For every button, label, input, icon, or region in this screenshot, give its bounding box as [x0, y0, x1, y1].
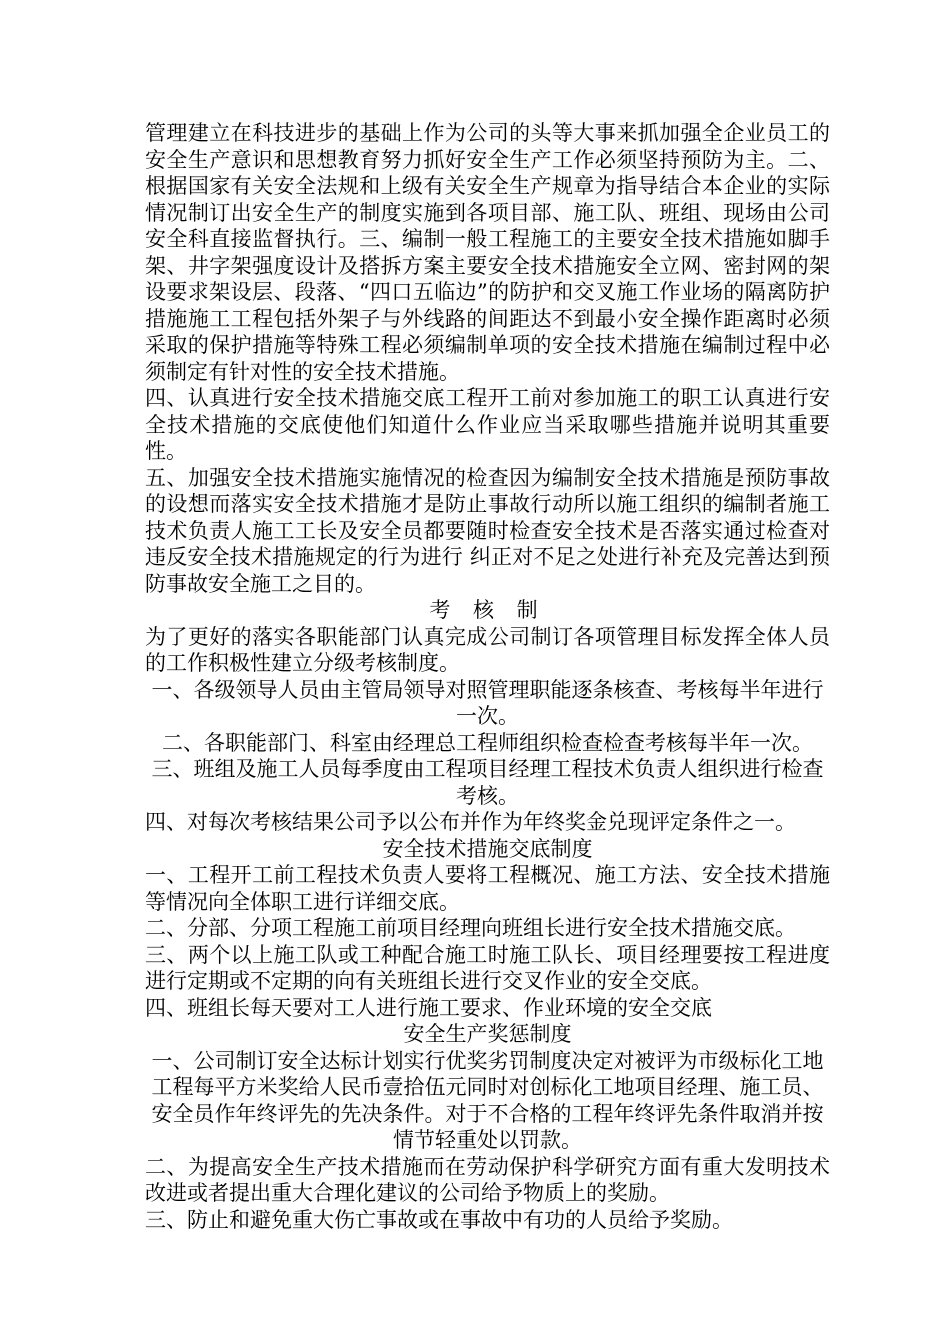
- assessment-item-4: 四、对每次考核结果公司予以公布并作为年终奖金兑现评定条件之一。: [145, 810, 796, 834]
- assessment-item-1: 一、各级领导人员由主管局领导对照管理职能逐条核查、考核每半年进行一次。: [151, 677, 824, 728]
- reward-item-2: 二、为提高安全生产技术措施而在劳动保护科学研究方面有重大发明技术改进或者提出重大合理化建议的公司给予物质上的奖励。: [145, 1154, 830, 1205]
- assessment-item-3: 三、班组及施工人员每季度由工程项目经理工程技术负责人组织进行检查考核。: [151, 757, 824, 808]
- paragraph-assessment-intro: 为了更好的落实各职能部门认真完成公司制订各项管理目标发挥全体人员的工作积极性建立分级考核制度。: [145, 624, 830, 675]
- briefing-item-1: 一、工程开工前工程技术负责人要将工程概况、施工方法、安全技术措施等情况向全体职工进行详细交底。: [145, 863, 830, 914]
- heading-assessment: 考 核 制: [429, 598, 546, 622]
- paragraph-safety-measures: 管理建立在科技进步的基础上作为公司的头等大事来抓加强全企业员工的安全生产意识和思想教育努力抓好安全生产工作必须坚持预防为主。二、根据国家有关安全法规和上级有关安全生产规章为指导结合本企业的实际情况制订出安全生产的制度实施到各项目部、施工队、班组、现场由公司安全科直接监督执行。三、编制一般工程施工的主要安全技术措施如脚手架、井字架强度设计及搭拆方案主要安全技术措施安全立网、密封网的架设要求架设层、段落、“四口五临边”的防护和交叉施工作业场的隔离防护措施施工工程包括外架子与外线路的间距达不到最小安全操作距离时必须采取的保护措施等特殊工程必须编制单项的安全技术措施在编制过程中必须制定有针对性的安全技术措施。: [145, 121, 830, 384]
- document-body: [145, 120, 830, 1233]
- briefing-item-3: 三、两个以上施工队或工种配合施工时施工队长、项目经理要按工程进度进行定期或不定期的向有关班组长进行交叉作业的安全交底。: [145, 942, 830, 993]
- paragraph-item-4: 四、认真进行安全技术措施交底工程开工前对参加施工的职工认真进行安全技术措施的交底使他们知道什么作业应当采取哪些措施并说明其重要性。: [145, 386, 830, 463]
- assessment-item-2: 二、各职能部门、科室由经理总工程师组织检查检查考核每半年一次。: [162, 730, 813, 755]
- reward-item-3: 三、防止和避免重大伤亡事故或在事故中有功的人员给予奖励。: [145, 1207, 733, 1232]
- briefing-item-4: 四、班组长每天要对工人进行施工要求、作业环境的安全交底: [145, 995, 712, 1020]
- paragraph-item-5: 五、加强安全技术措施实施情况的检查因为编制安全技术措施是预防事故的设想而落实安全技术措施才是防止事故行动所以施工组织的编制者施工技术负责人施工工长及安全员都要随时检查安全技术是否落实通过检查对违反安全技术措施规定的行为进行 纠正对不足之处进行补充及完善达到预防事故安全施工之目的。: [145, 465, 830, 596]
- reward-item-1: 一、公司制订安全达标计划实行优奖劣罚制度决定对被评为市级标化工地工程每平方米奖给人民币壹拾伍元同时对创标化工地项目经理、施工员、安全员作年终评先的先决条件。对于不合格的工程年终评先条件取消并按情节轻重处以罚款。: [151, 1048, 824, 1152]
- briefing-item-2: 二、分部、分项工程施工前项目经理向班组长进行安全技术措施交底。: [145, 916, 796, 940]
- heading-rewards-penalties: 安全生产奖惩制度: [403, 1022, 572, 1046]
- heading-safety-briefing: 安全技术措施交底制度: [382, 836, 593, 861]
